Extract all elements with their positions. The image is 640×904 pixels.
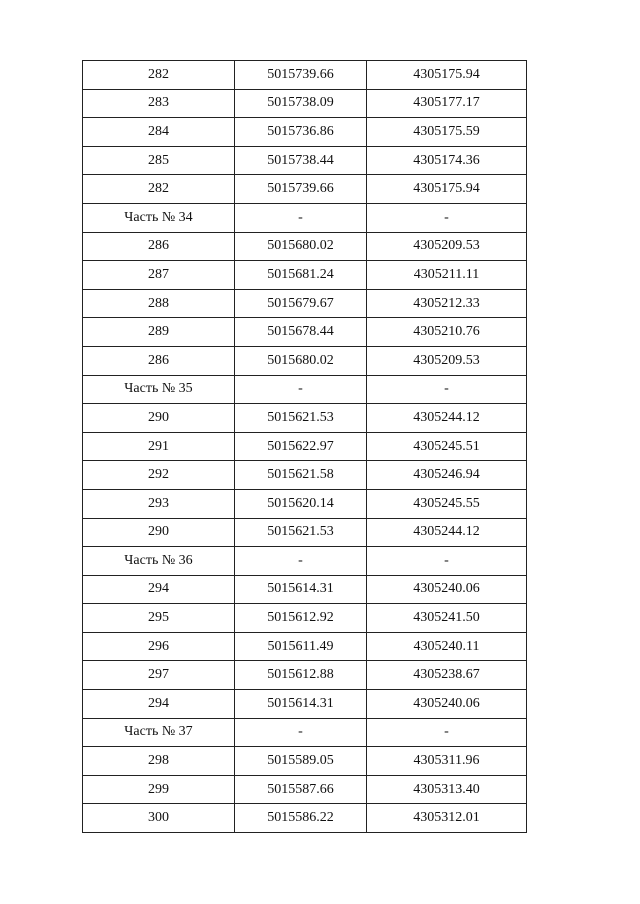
table-row xyxy=(83,404,527,433)
x-coordinate-cell: 5015622.97 xyxy=(235,432,367,461)
y-coordinate-cell: 4305211.11 xyxy=(367,261,527,290)
y-coordinate-cell: 4305313.40 xyxy=(367,775,527,804)
point-number-cell: 285 xyxy=(83,146,235,175)
x-coordinate-cell: 5015739.66 xyxy=(235,175,367,204)
table-row xyxy=(83,804,527,833)
x-coordinate-cell: - xyxy=(235,203,367,232)
y-coordinate-cell: - xyxy=(367,375,527,404)
table-row xyxy=(83,318,527,347)
point-number-cell: 288 xyxy=(83,289,235,318)
x-coordinate-cell: 5015739.66 xyxy=(235,61,367,90)
part-label-cell: Часть № 37 xyxy=(83,718,235,747)
x-coordinate-cell: 5015738.09 xyxy=(235,89,367,118)
table-row xyxy=(83,461,527,490)
part-label-cell: Часть № 36 xyxy=(83,547,235,576)
y-coordinate-cell: 4305175.94 xyxy=(367,61,527,90)
table-row xyxy=(83,575,527,604)
table-row xyxy=(83,346,527,375)
table-row xyxy=(83,747,527,776)
point-number-cell: 295 xyxy=(83,604,235,633)
y-coordinate-cell: 4305177.17 xyxy=(367,89,527,118)
y-coordinate-cell: 4305209.53 xyxy=(367,232,527,261)
x-coordinate-cell: 5015681.24 xyxy=(235,261,367,290)
y-coordinate-cell: 4305212.33 xyxy=(367,289,527,318)
table-row xyxy=(83,432,527,461)
point-number-cell: 290 xyxy=(83,404,235,433)
point-number-cell: 299 xyxy=(83,775,235,804)
x-coordinate-cell: 5015680.02 xyxy=(235,232,367,261)
x-coordinate-cell: 5015621.58 xyxy=(235,461,367,490)
y-coordinate-cell: 4305312.01 xyxy=(367,804,527,833)
table-row xyxy=(83,89,527,118)
part-header-row xyxy=(83,547,527,576)
point-number-cell: 282 xyxy=(83,61,235,90)
x-coordinate-cell: 5015587.66 xyxy=(235,775,367,804)
x-coordinate-cell: 5015612.88 xyxy=(235,661,367,690)
coordinates-table xyxy=(82,60,527,833)
y-coordinate-cell: 4305240.11 xyxy=(367,632,527,661)
point-number-cell: 290 xyxy=(83,518,235,547)
point-number-cell: 293 xyxy=(83,489,235,518)
y-coordinate-cell: 4305244.12 xyxy=(367,404,527,433)
part-label-cell: Часть № 35 xyxy=(83,375,235,404)
point-number-cell: 282 xyxy=(83,175,235,204)
y-coordinate-cell: 4305311.96 xyxy=(367,747,527,776)
y-coordinate-cell: 4305174.36 xyxy=(367,146,527,175)
x-coordinate-cell: 5015589.05 xyxy=(235,747,367,776)
point-number-cell: 287 xyxy=(83,261,235,290)
y-coordinate-cell: 4305246.94 xyxy=(367,461,527,490)
point-number-cell: 291 xyxy=(83,432,235,461)
y-coordinate-cell: 4305240.06 xyxy=(367,690,527,719)
y-coordinate-cell: 4305241.50 xyxy=(367,604,527,633)
point-number-cell: 294 xyxy=(83,690,235,719)
table-row xyxy=(83,690,527,719)
y-coordinate-cell: - xyxy=(367,547,527,576)
point-number-cell: 292 xyxy=(83,461,235,490)
table-row xyxy=(83,118,527,147)
table-row xyxy=(83,232,527,261)
table-row xyxy=(83,775,527,804)
point-number-cell: 286 xyxy=(83,232,235,261)
x-coordinate-cell: 5015611.49 xyxy=(235,632,367,661)
part-header-row xyxy=(83,203,527,232)
point-number-cell: 300 xyxy=(83,804,235,833)
point-number-cell: 297 xyxy=(83,661,235,690)
part-header-row xyxy=(83,718,527,747)
x-coordinate-cell: 5015614.31 xyxy=(235,690,367,719)
y-coordinate-cell: 4305244.12 xyxy=(367,518,527,547)
y-coordinate-cell: 4305175.94 xyxy=(367,175,527,204)
point-number-cell: 296 xyxy=(83,632,235,661)
table-row xyxy=(83,489,527,518)
table-row xyxy=(83,146,527,175)
coordinates-table-body xyxy=(83,61,527,833)
part-label-cell: Часть № 34 xyxy=(83,203,235,232)
x-coordinate-cell: 5015679.67 xyxy=(235,289,367,318)
x-coordinate-cell: 5015621.53 xyxy=(235,518,367,547)
y-coordinate-cell: - xyxy=(367,203,527,232)
table-row xyxy=(83,289,527,318)
y-coordinate-cell: 4305245.55 xyxy=(367,489,527,518)
point-number-cell: 286 xyxy=(83,346,235,375)
x-coordinate-cell: 5015678.44 xyxy=(235,318,367,347)
table-row xyxy=(83,175,527,204)
x-coordinate-cell: - xyxy=(235,718,367,747)
x-coordinate-cell: 5015614.31 xyxy=(235,575,367,604)
point-number-cell: 289 xyxy=(83,318,235,347)
y-coordinate-cell: 4305175.59 xyxy=(367,118,527,147)
table-row xyxy=(83,61,527,90)
x-coordinate-cell: 5015680.02 xyxy=(235,346,367,375)
x-coordinate-cell: 5015621.53 xyxy=(235,404,367,433)
y-coordinate-cell: 4305210.76 xyxy=(367,318,527,347)
y-coordinate-cell: - xyxy=(367,718,527,747)
table-row xyxy=(83,604,527,633)
x-coordinate-cell: 5015736.86 xyxy=(235,118,367,147)
part-header-row xyxy=(83,375,527,404)
x-coordinate-cell: - xyxy=(235,375,367,404)
table-row xyxy=(83,661,527,690)
point-number-cell: 284 xyxy=(83,118,235,147)
point-number-cell: 298 xyxy=(83,747,235,776)
y-coordinate-cell: 4305238.67 xyxy=(367,661,527,690)
point-number-cell: 294 xyxy=(83,575,235,604)
x-coordinate-cell: 5015586.22 xyxy=(235,804,367,833)
x-coordinate-cell: - xyxy=(235,547,367,576)
y-coordinate-cell: 4305245.51 xyxy=(367,432,527,461)
table-row xyxy=(83,632,527,661)
x-coordinate-cell: 5015738.44 xyxy=(235,146,367,175)
point-number-cell: 283 xyxy=(83,89,235,118)
table-row xyxy=(83,261,527,290)
table-row xyxy=(83,518,527,547)
x-coordinate-cell: 5015620.14 xyxy=(235,489,367,518)
y-coordinate-cell: 4305209.53 xyxy=(367,346,527,375)
x-coordinate-cell: 5015612.92 xyxy=(235,604,367,633)
y-coordinate-cell: 4305240.06 xyxy=(367,575,527,604)
